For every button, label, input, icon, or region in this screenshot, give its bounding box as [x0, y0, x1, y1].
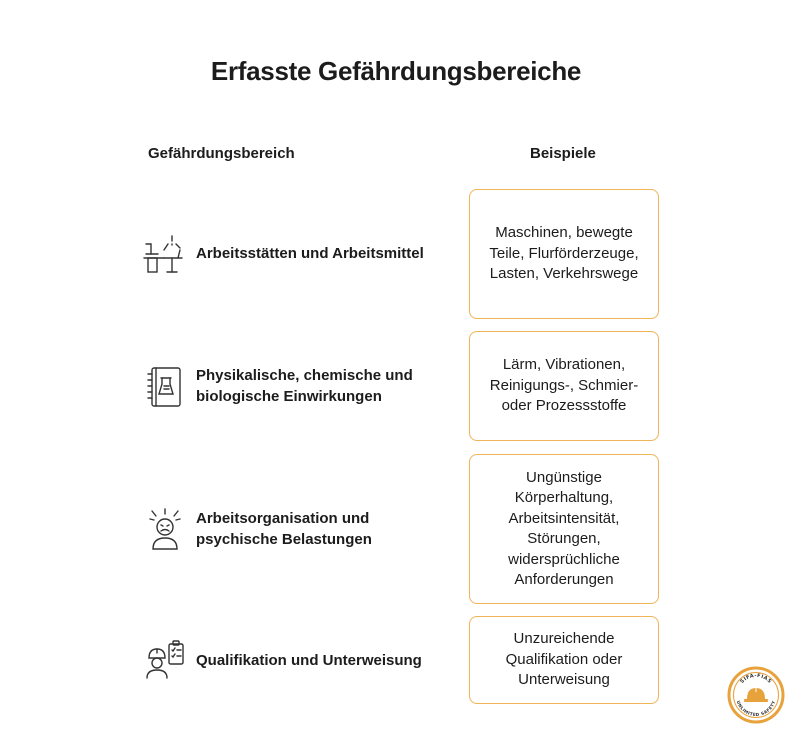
row-label-workplace: Arbeitsstätten und Arbeitsmittel	[196, 245, 424, 262]
svg-text:UNLIMITED SAFETY: UNLIMITED SAFETY	[735, 699, 777, 718]
examples-box-workplace: Maschinen, bewegte Teile, Flurförderzeuge, Lasten, Verkehrswege	[469, 189, 659, 319]
examples-box-qualification: Unzureichende Qualifikation oder Unterweisung	[469, 616, 659, 704]
workplace-icon	[142, 232, 188, 278]
row-label-influences: Physikalische, chemische und biologische Einwirkungen	[196, 367, 413, 405]
row-label-qualification: Qualifikation und Unterweisung	[196, 652, 422, 669]
page-title: Erfasste Gefährdungsbereiche	[210, 56, 582, 86]
examples-box-influences: Lärm, Vibrationen, Reinigungs-, Schmier- oder Prozessstoffe	[469, 331, 659, 441]
svg-text:SIFA-FIAS: SIFA-FIAS	[739, 672, 773, 685]
safety-seal-logo	[727, 666, 785, 724]
row-label-organisation: Arbeitsorganisation und psychische Belastungen	[196, 510, 372, 548]
column-header-hazard-area: Gefährdungsbereich	[148, 145, 295, 162]
column-header-examples: Beispiele	[530, 145, 596, 162]
examples-box-organisation: Ungünstige Körperhaltung, Arbeitsintensität, Störungen, widersprüchliche Anforderungen	[469, 454, 659, 604]
stressed-person-icon	[142, 507, 188, 553]
chemical-book-icon	[142, 364, 188, 410]
worker-checklist-icon	[142, 636, 188, 682]
